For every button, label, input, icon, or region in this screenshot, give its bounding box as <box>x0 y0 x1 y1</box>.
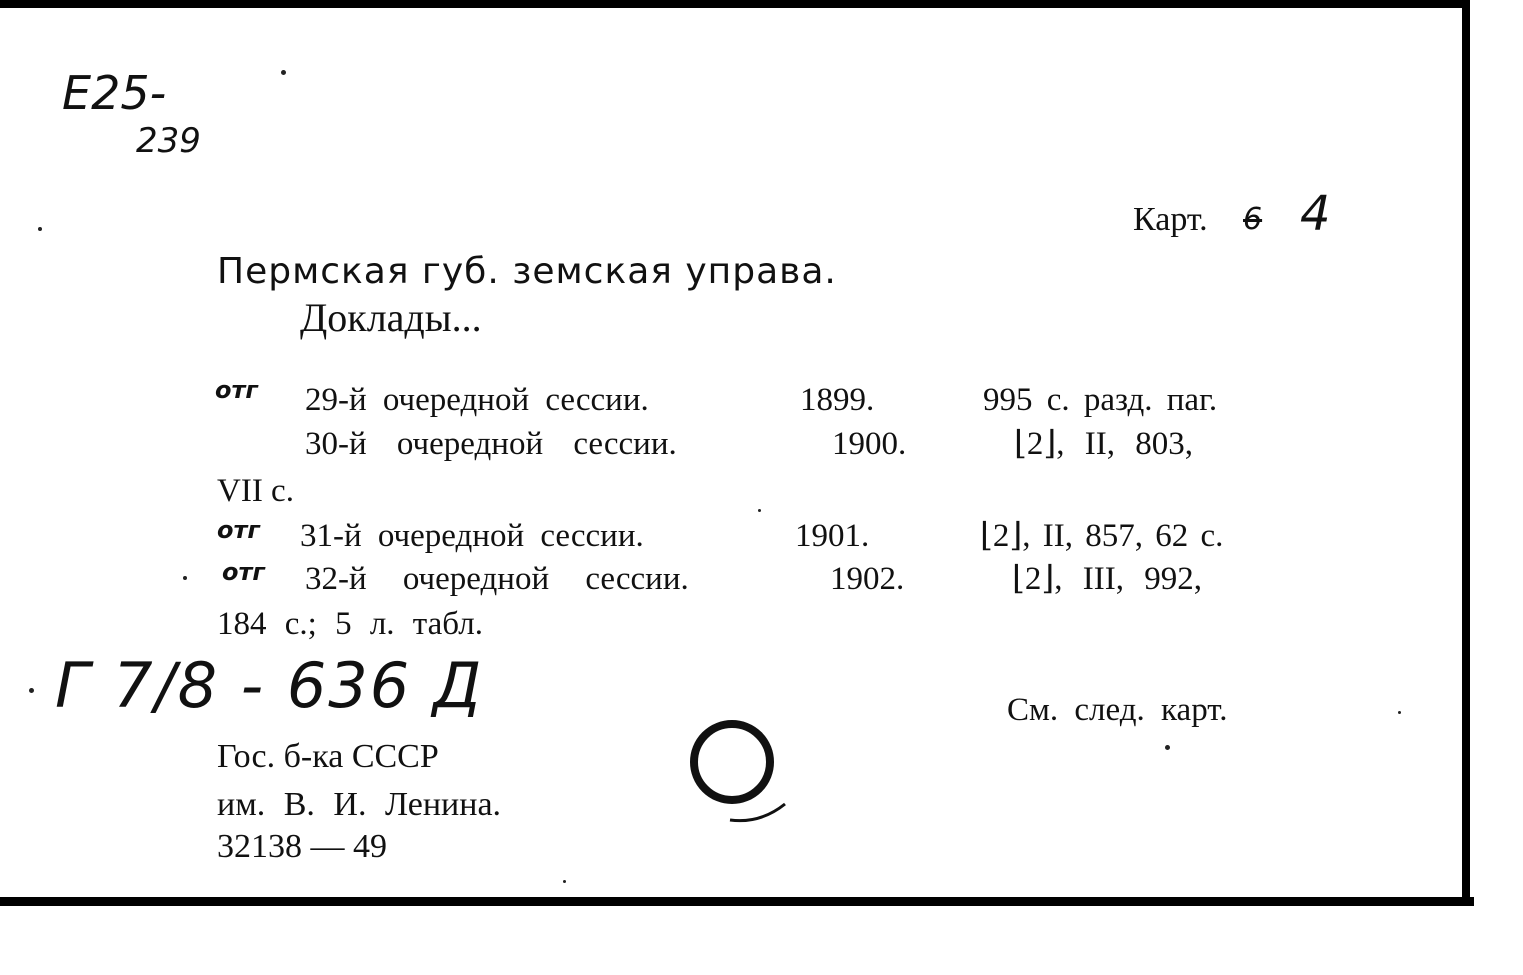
entry-title: 31-й очередной сессии. <box>300 518 644 554</box>
card-border-right <box>1462 0 1470 906</box>
scan-speck <box>183 576 187 580</box>
entry-pages: ⌊2⌋, III, 992, <box>1012 561 1202 597</box>
entry-continuation: 184 с.; 5 л. табл. <box>217 606 483 642</box>
punch-hole <box>685 712 795 832</box>
scan-speck <box>38 227 42 231</box>
card-subtitle: Доклады... <box>300 295 482 340</box>
entry-year: 1902. <box>830 561 905 597</box>
shelfmark-line2: 239 <box>136 121 201 161</box>
library-line3: 32138 — 49 <box>217 828 387 865</box>
see-next-card: См. след. карт. <box>1007 692 1228 728</box>
card-number-new: 4 <box>1300 186 1331 242</box>
scan-speck <box>758 509 761 512</box>
scan-speck <box>563 880 566 883</box>
library-line1: Гос. б-ка СССР <box>217 738 439 775</box>
entry-mark: отг <box>217 516 260 544</box>
entry-pages: 995 с. разд. паг. <box>983 382 1218 418</box>
entry-year: 1901. <box>795 518 870 554</box>
scan-speck <box>1398 711 1401 714</box>
shelfmark-line1: E25- <box>62 66 167 120</box>
card-border-top <box>0 0 1470 8</box>
entry-title: 29-й очередной сессии. <box>305 382 649 418</box>
entry-year: 1899. <box>800 382 875 418</box>
entry-mark: отг <box>222 558 265 586</box>
entry-continuation: VII с. <box>217 473 294 509</box>
entry-pages: ⌊2⌋, II, 857, 62 с. <box>980 518 1224 554</box>
entry-mark: отг <box>215 376 258 404</box>
entry-title: 32-й очередной сессии. <box>305 561 689 597</box>
card-heading: Пермская губ. земская управа. <box>217 251 837 292</box>
card-number-struck: 6 <box>1243 202 1263 237</box>
card-border-bottom <box>0 897 1474 906</box>
call-number: Г 7/8 - 636 Д <box>55 649 484 722</box>
scan-speck <box>1165 745 1170 750</box>
entry-pages: ⌊2⌋, II, 803, <box>1014 426 1193 462</box>
entry-title: 30-й очередной сессии. <box>305 426 677 462</box>
scan-speck <box>281 70 286 75</box>
scan-speck <box>29 688 34 693</box>
card-label: Карт. <box>1133 201 1208 238</box>
library-line2: им. В. И. Ленина. <box>217 786 502 823</box>
entry-year: 1900. <box>832 426 907 462</box>
